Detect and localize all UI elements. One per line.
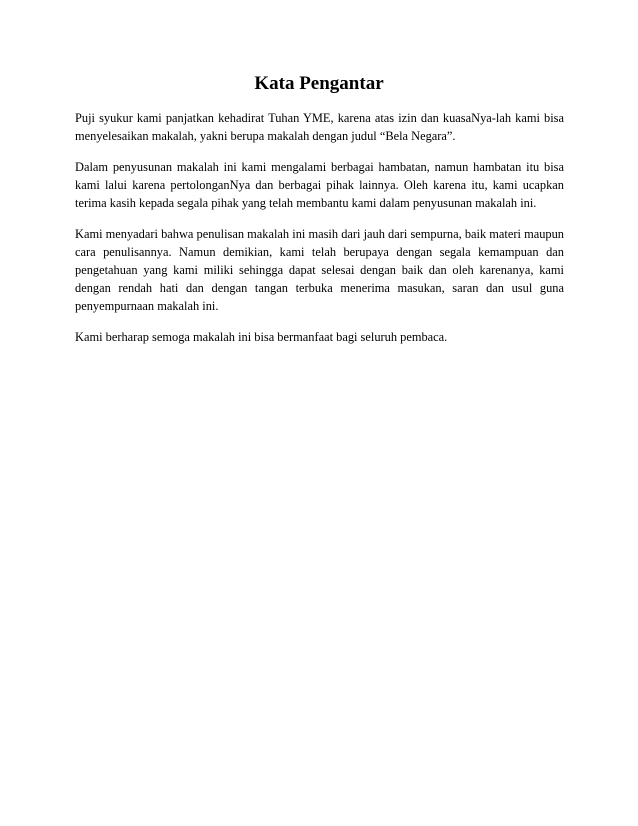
page-title: Kata Pengantar — [254, 73, 384, 94]
paragraph-imperfection: Kami menyadari bahwa penulisan makalah ini masih dari jauh dari sempurna, baik materi maupun cara penulisannya. Namun demikian, kami telah berupaya dengan segala kemampuan dan pengetahuan yang kami miliki sehingga dapat selesai dengan baik dan oleh karenanya, kami dengan rendah hati dan dengan tangan terbuka menerima masukan, saran dan usul guna penyempurnaan makalah ini. — [75, 227, 564, 313]
paragraph-hope: Kami berharap semoga makalah ini bisa bermanfaat bagi seluruh pembaca. — [75, 330, 448, 344]
paragraph-gratitude: Puji syukur kami panjatkan kehadirat Tuhan YME, karena atas izin dan kuasaNya-lah kami bisa menyelesaikan makalah, yakni berupa makalah dengan judul “Bela Negara”. — [75, 111, 564, 143]
document-body — [75, 109, 564, 359]
paragraph-obstacles: Dalam penyusunan makalah ini kami mengalami berbagai hambatan, namun hambatan itu bisa kami lalui karena pertolonganNya dan berbagai pihak lainnya. Oleh karena itu, kami ucapkan terima kasih kepada segala pihak yang telah membantu kami dalam penyusunan makalah ini. — [75, 160, 564, 210]
